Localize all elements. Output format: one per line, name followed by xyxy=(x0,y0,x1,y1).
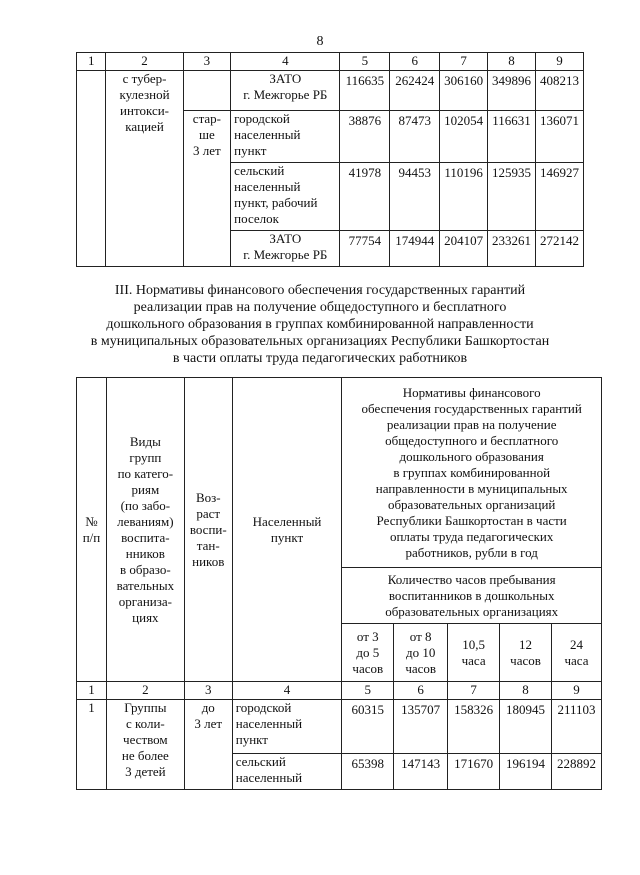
value-cell: 116635 xyxy=(340,71,390,111)
value-cell: 135707 xyxy=(394,700,448,754)
value-cell: 228892 xyxy=(552,754,602,790)
place-cell: городской населенный пункт xyxy=(232,700,342,754)
place-cell: городской населенный пункт xyxy=(231,111,340,163)
value-cell: 38876 xyxy=(340,111,390,163)
value-cell: 102054 xyxy=(440,111,488,163)
value-cell: 87473 xyxy=(390,111,440,163)
table2-colnum: 2 xyxy=(106,682,184,700)
value-cell: 262424 xyxy=(390,71,440,111)
value-cell: 136071 xyxy=(536,111,584,163)
table1-colnum: 6 xyxy=(390,53,440,71)
table2-colnum: 4 xyxy=(232,682,342,700)
header-hours-8-10: от 8 до 10 часов xyxy=(394,624,448,682)
value-cell: 146927 xyxy=(536,163,584,231)
norms-table-continued xyxy=(76,52,584,267)
value-cell: 349896 xyxy=(488,71,536,111)
value-cell: 180945 xyxy=(500,700,552,754)
table-row xyxy=(77,71,584,111)
value-cell: 306160 xyxy=(440,71,488,111)
age-cell: до 3 лет xyxy=(184,700,232,790)
table1-colnum: 4 xyxy=(231,53,340,71)
value-cell: 125935 xyxy=(488,163,536,231)
value-cell: 204107 xyxy=(440,231,488,267)
table-row xyxy=(77,700,602,754)
group-category-cell: Группы с коли- чеством не более 3 детей xyxy=(106,700,184,790)
value-cell: 60315 xyxy=(342,700,394,754)
table1-colnum: 7 xyxy=(440,53,488,71)
header-hours-10-5: 10,5 часа xyxy=(448,624,500,682)
place-cell: сельский населенный пункт, рабочий поселок xyxy=(231,163,340,231)
value-cell: 196194 xyxy=(500,754,552,790)
table2-colnum: 5 xyxy=(342,682,394,700)
page-number: 8 xyxy=(316,34,324,49)
value-cell: 65398 xyxy=(342,754,394,790)
header-place: Населенный пункт xyxy=(232,378,342,682)
table1-header-row xyxy=(77,53,584,71)
value-cell: 211103 xyxy=(552,700,602,754)
table1-colnum: 8 xyxy=(488,53,536,71)
group-category-cell: с тубер- кулезной интокси- кацией xyxy=(106,71,183,267)
table1-colnum: 1 xyxy=(77,53,106,71)
header-hours-24: 24 часа xyxy=(552,624,602,682)
value-cell: 158326 xyxy=(448,700,500,754)
header-number: № п/п xyxy=(77,378,107,682)
table2-colnum: 9 xyxy=(552,682,602,700)
table1-colnum: 5 xyxy=(340,53,390,71)
table2-colnum: 8 xyxy=(500,682,552,700)
table2-colnum: 3 xyxy=(184,682,232,700)
header-age: Воз- раст воспи- тан- ников xyxy=(184,378,232,682)
age-cell: стар- ше 3 лет xyxy=(183,111,231,267)
header-norms: Нормативы финансового обеспечения государственных гарантий реализации прав на получение общедоступного и бесплатного дошкольного образования в группах комбинированной направленности в муниципальных образовательных организаций Республики Башкортостан в части оплаты труда педагогических работников, рубли в год xyxy=(342,378,602,568)
value-cell: 116631 xyxy=(488,111,536,163)
table2-header-row xyxy=(77,378,602,568)
row-number-cell: 1 xyxy=(77,700,107,790)
table1-colnum: 3 xyxy=(183,53,231,71)
value-cell: 94453 xyxy=(390,163,440,231)
header-groups: Виды групп по катего- риям (по забо- леваниям) воспита- нников в образо- вательных организа- циях xyxy=(106,378,184,682)
place-cell: сельский населенный xyxy=(232,754,342,790)
table1-colnum: 9 xyxy=(536,53,584,71)
place-cell: ЗАТО г. Межгорье РБ xyxy=(231,231,340,267)
header-hours-3-5: от 3 до 5 часов xyxy=(342,624,394,682)
value-cell: 77754 xyxy=(340,231,390,267)
table2-colnum: 1 xyxy=(77,682,107,700)
section-title: III. Нормативы финансового обеспечения государственных гарантий реализации прав на получение общедоступного и бесплатного дошкольного образования в группах комбинированной направленности в муниципальных образовательных организациях Республики Башкортостан в части оплаты труда педагогических работников xyxy=(90,283,550,366)
place-cell: ЗАТО г. Межгорье РБ xyxy=(231,71,340,111)
value-cell: 272142 xyxy=(536,231,584,267)
value-cell: 147143 xyxy=(394,754,448,790)
header-hours-12: 12 часов xyxy=(500,624,552,682)
header-hours: Количество часов пребывания воспитанников в дошкольных образовательных организациях xyxy=(342,568,602,624)
table1-colnum: 2 xyxy=(106,53,183,71)
value-cell: 171670 xyxy=(448,754,500,790)
norms-table xyxy=(76,377,602,790)
table2-colnum: 7 xyxy=(448,682,500,700)
table2-colnum-row xyxy=(77,682,602,700)
value-cell: 41978 xyxy=(340,163,390,231)
table2-colnum: 6 xyxy=(394,682,448,700)
value-cell: 408213 xyxy=(536,71,584,111)
value-cell: 233261 xyxy=(488,231,536,267)
age-cell xyxy=(183,71,231,111)
row-number-cell xyxy=(77,71,106,267)
value-cell: 110196 xyxy=(440,163,488,231)
value-cell: 174944 xyxy=(390,231,440,267)
